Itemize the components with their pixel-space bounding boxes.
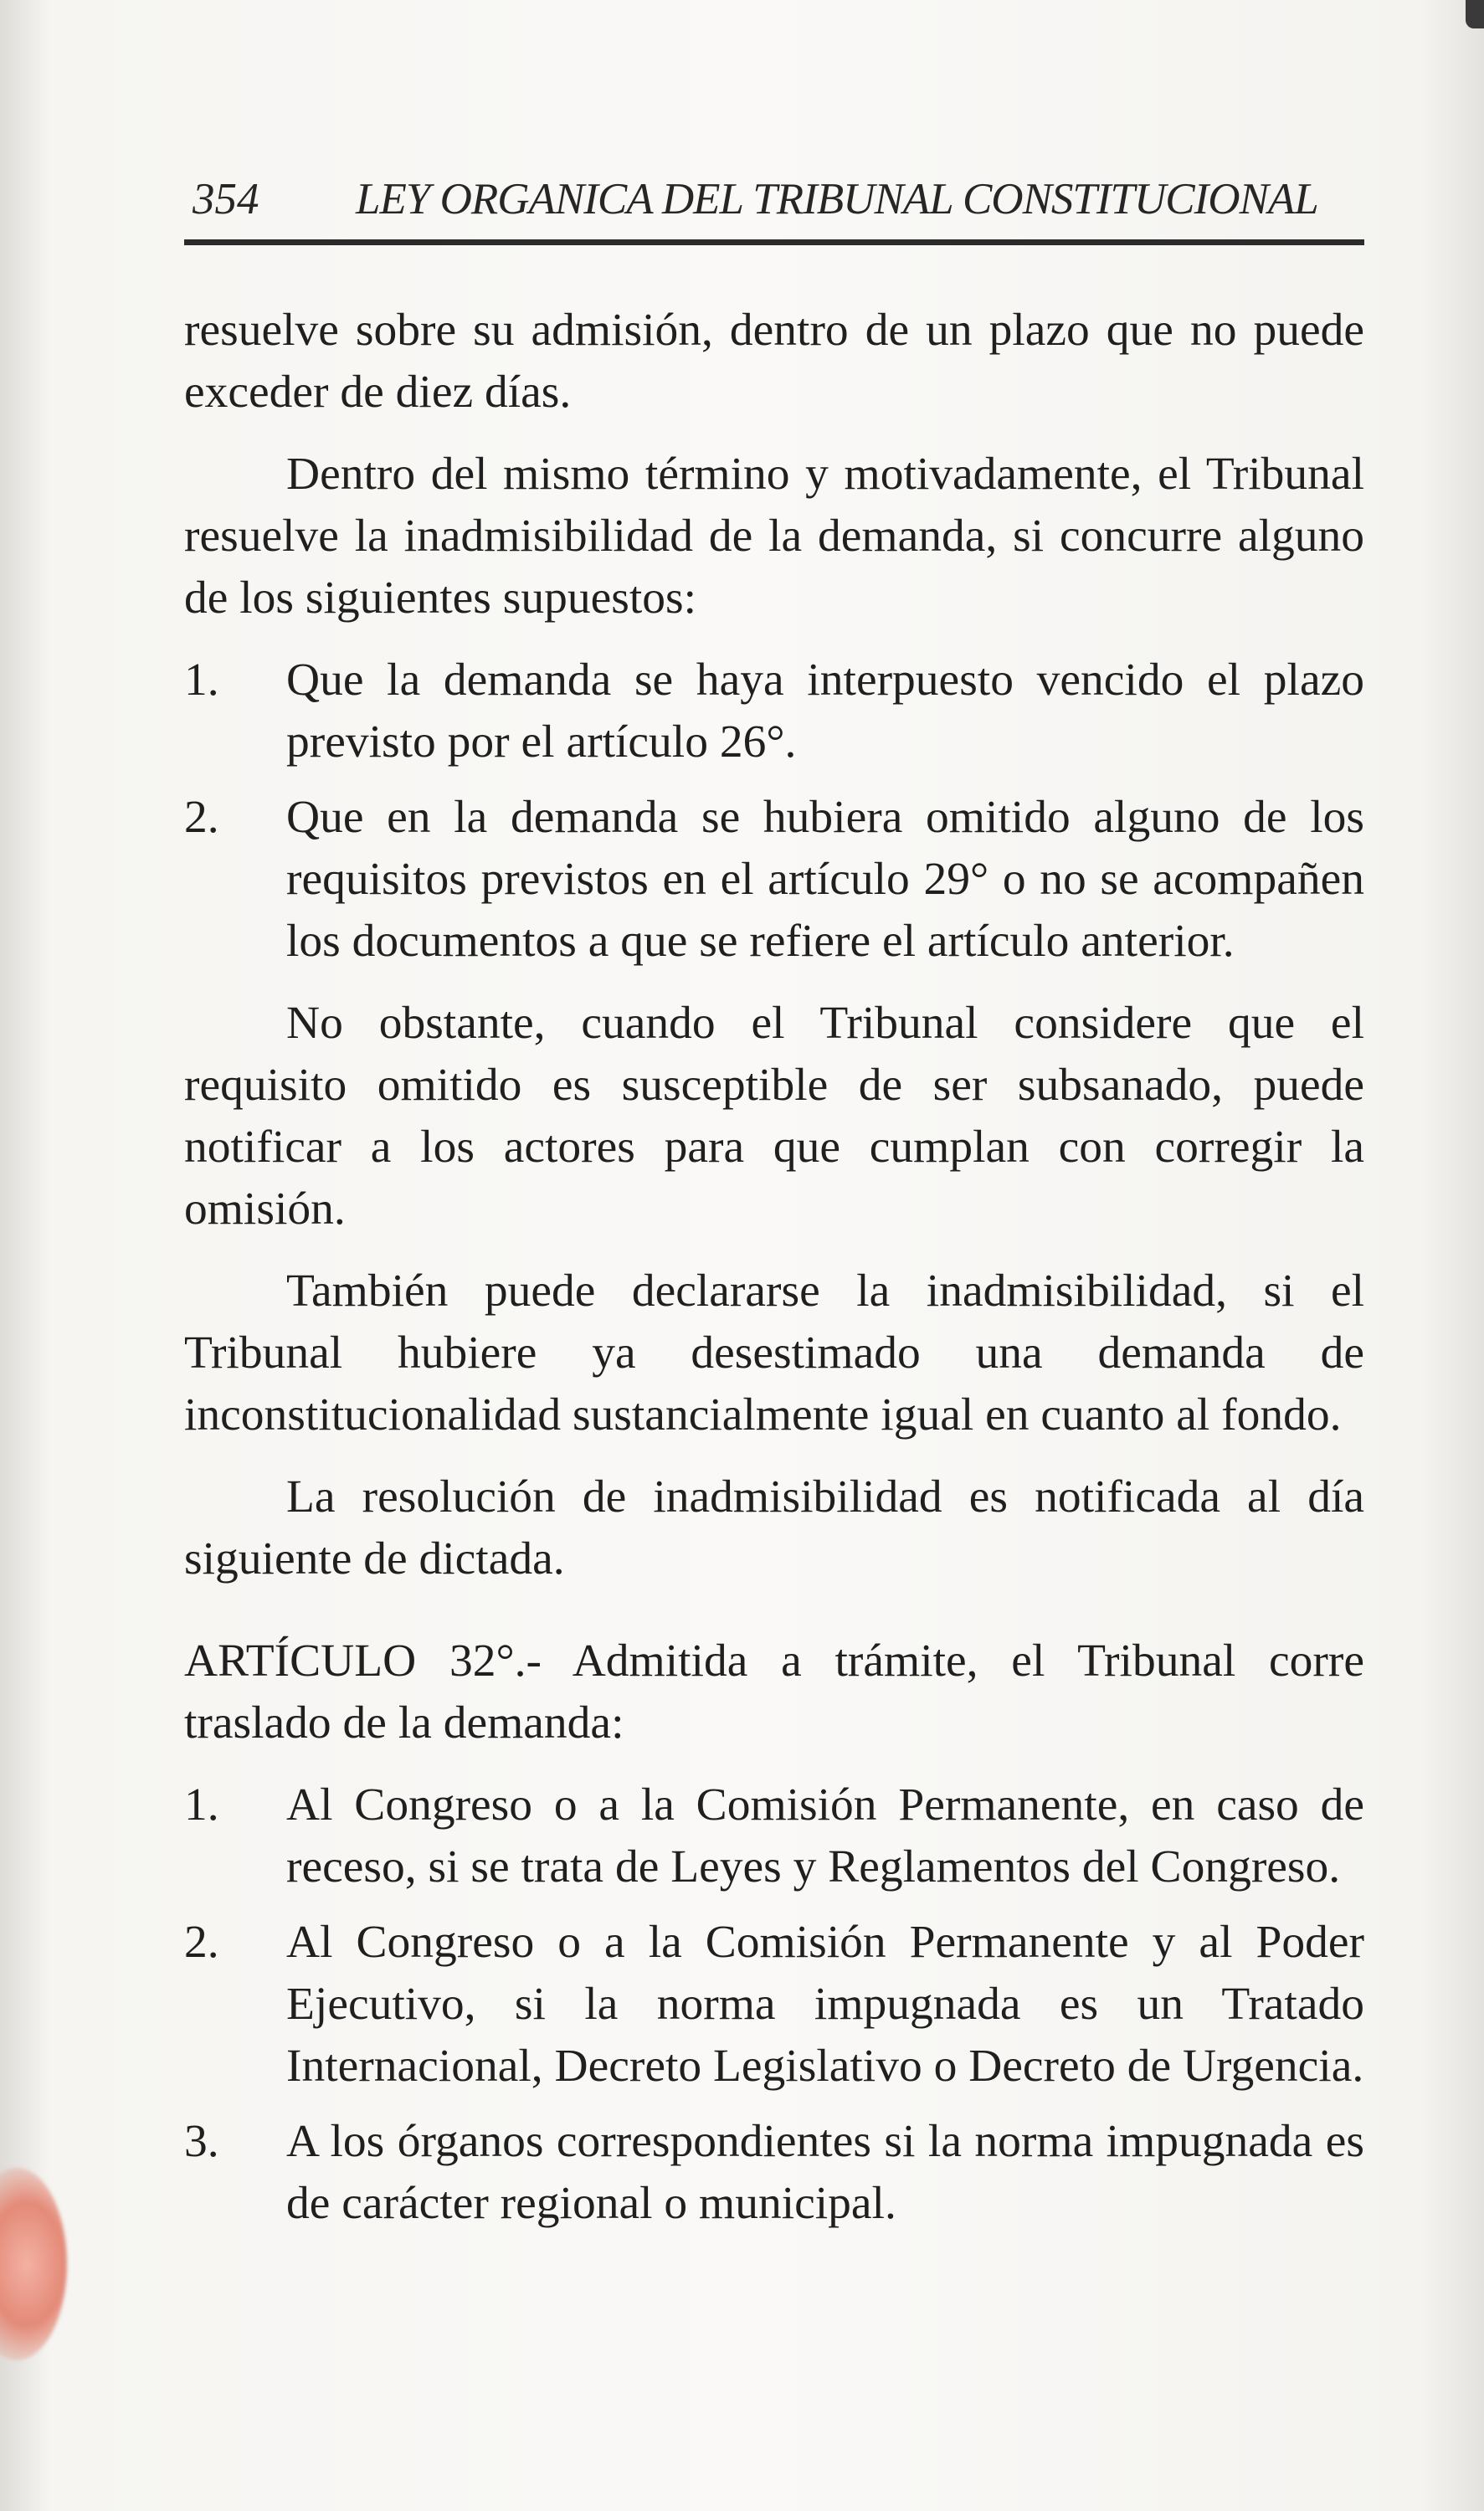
paragraph-5: La resolución de inadmisibilidad es notificada al día siguiente de dictada. — [184, 1471, 1364, 1584]
list-item-text: A los órganos correspondientes si la norma impugnada es de carácter regional o municipal. — [286, 2116, 1364, 2229]
inadmissibility-list — [184, 650, 1364, 973]
paragraph-3: No obstante, cuando el Tribunal considere que el requisito omitido es susceptible de ser subsanado, puede notificar a los actores para que cumplan con corregir la omisión. — [184, 998, 1364, 1235]
list-item-text: Al Congreso o a la Comisión Permanente y al Poder Ejecutivo, si la norma impugnada es un Tratado Internacional, Decreto Legislativo o Decreto de Urgencia. — [286, 1917, 1364, 2092]
list-item — [184, 1912, 1364, 2098]
page-header — [184, 164, 1364, 245]
list-item — [184, 2111, 1364, 2235]
page-body — [184, 300, 1364, 2255]
page-edge-shadow — [1466, 0, 1484, 28]
paragraph-1: resuelve sobre su admisión, dentro de un plazo que no puede exceder de diez días. — [184, 305, 1364, 418]
list-item — [184, 1774, 1364, 1898]
list-number: 1. — [184, 1779, 219, 1831]
list-item — [184, 787, 1364, 973]
list-item-text: Al Congreso o a la Comisión Permanente, en caso de receso, si se trata de Leyes y Reglamentos del Congreso. — [286, 1779, 1364, 1892]
article-32: ARTÍCULO 32°.- Admitida a trámite, el Tribunal corre traslado de la demanda: — [184, 1635, 1364, 1748]
page-number: 354 — [193, 175, 259, 223]
list-item-text: Que en la demanda se hubiera omitido alguno de los requisitos previstos en el artículo 29° o no se acompañen los documentos a que se refiere el artículo anterior. — [286, 792, 1364, 967]
list-number: 2. — [184, 1917, 219, 1968]
list-number: 2. — [184, 792, 219, 843]
transfer-list — [184, 1774, 1364, 2235]
list-item-text: Que la demanda se haya interpuesto vencido el plazo previsto por el artículo 26°. — [286, 655, 1364, 768]
list-number: 1. — [184, 655, 219, 706]
list-item — [184, 650, 1364, 773]
paragraph-2: Dentro del mismo término y motivadamente, el Tribunal resuelve la inadmisibilidad de la demanda, si concurre alguno de los siguientes supuestos: — [184, 449, 1364, 624]
running-title: LEY ORGANICA DEL TRIBUNAL CONSTITUCIONAL — [356, 175, 1318, 223]
paragraph-4: También puede declararse la inadmisibilidad, si el Tribunal hubiere ya desestimado una demanda de inconstitucionalidad sustancialmente igual en cuanto al fondo. — [184, 1266, 1364, 1440]
thumb — [0, 2168, 67, 2360]
list-number: 3. — [184, 2116, 219, 2167]
